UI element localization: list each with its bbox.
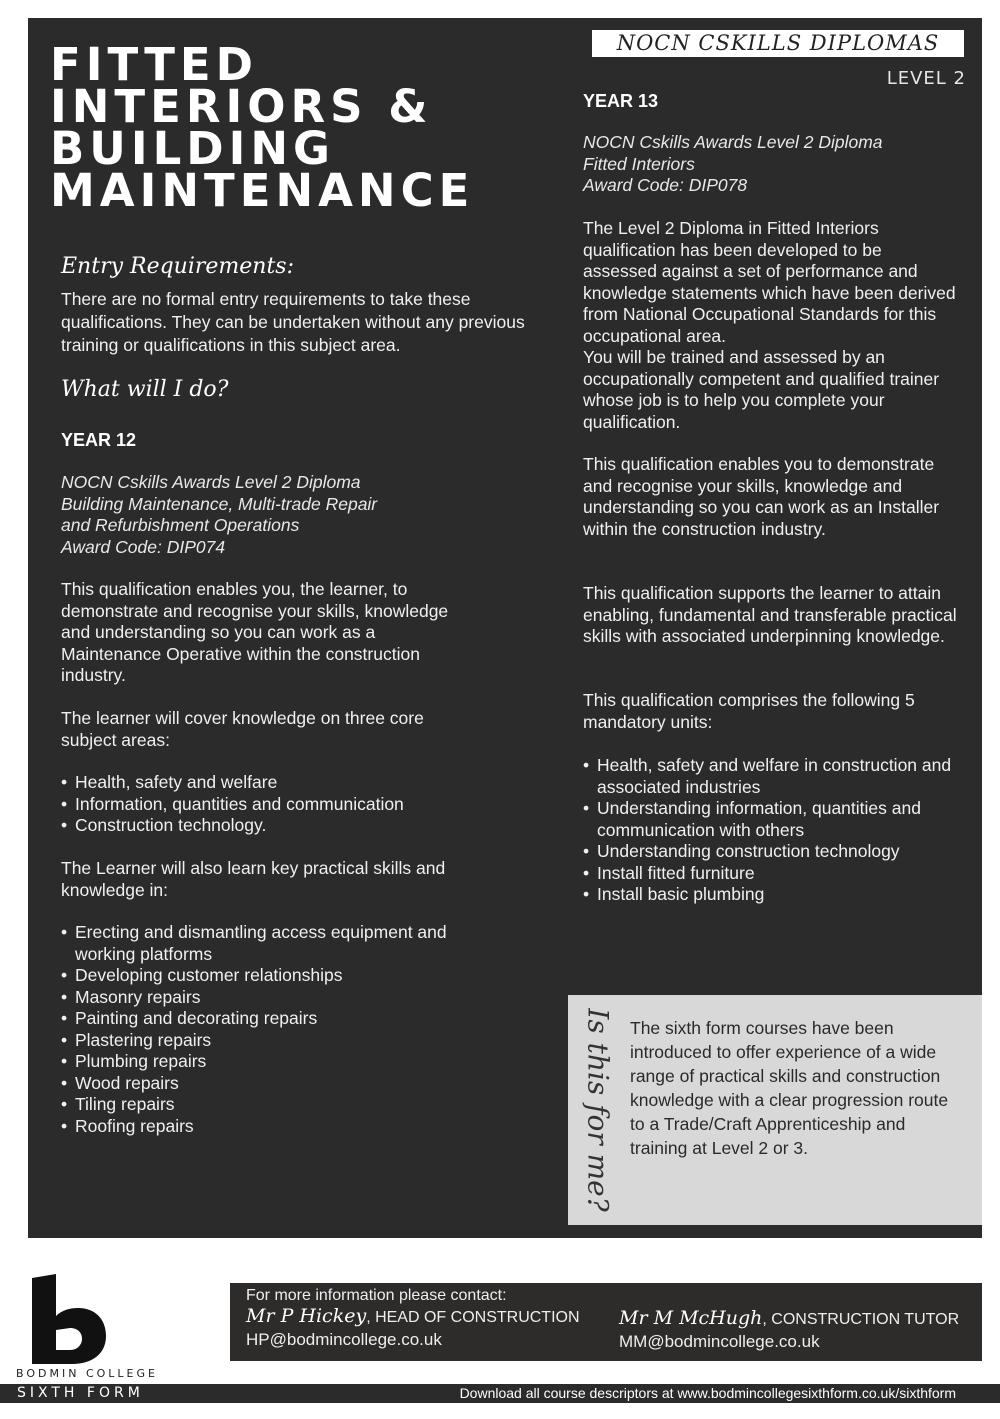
year13-paragraph: This qualification enables you to demonstrate and recognise your skills, knowledge and understanding so you can work as an Installer within the construction industry.	[583, 454, 940, 539]
contact-name: Mr M McHugh	[619, 1307, 763, 1329]
year12-paragraph: This qualification enables you, the learner, to demonstrate and recognise your skills, knowledge and understanding so you can work as a Maintenance Operative within the construction industry.	[61, 579, 449, 685]
list-item: • Erecting and dismantling access equipment and working platforms	[61, 922, 471, 965]
award-line: NOCN Cskills Awards Level 2 Diploma	[61, 472, 361, 492]
download-descriptors-link[interactable]: Download all course descriptors at www.bodmincollegesixthform.co.uk/sixthform	[459, 1385, 956, 1401]
contact-email-link[interactable]: HP@bodmincollege.co.uk	[246, 1330, 442, 1349]
year13-label: YEAR 13	[583, 91, 659, 111]
list-item: • Masonry repairs	[61, 987, 471, 1009]
level-label: LEVEL 2	[886, 68, 966, 89]
contact-name: Mr P Hickey	[246, 1305, 367, 1327]
is-this-for-me-box	[568, 995, 982, 1225]
contact-email-link[interactable]: MM@bodmincollege.co.uk	[619, 1332, 820, 1351]
contact-person-2	[619, 1307, 959, 1329]
year13-paragraph: You will be trained and assessed by an occupationally competent and qualified trainer whose job is to help you complete your qualification.	[583, 347, 940, 432]
sixth-form-label: SIXTH FORM	[17, 1385, 144, 1401]
list-item: • Install fitted furniture	[583, 863, 968, 885]
list-item: • Tiling repairs	[61, 1094, 471, 1116]
core-subjects-list	[61, 772, 501, 837]
callout-heading: Is this for me?	[581, 1008, 615, 1212]
year13-award	[583, 132, 963, 197]
practical-skills-list	[61, 922, 471, 1137]
year13-paragraph: This qualification supports the learner to attain enabling, fundamental and transferable practical skills with associated underpinning knowledge.	[583, 583, 957, 646]
award-line: and Refurbishment Operations	[61, 515, 300, 535]
callout-heading-wrap	[568, 995, 628, 1225]
list-item: • Developing customer relationships	[61, 965, 471, 987]
contact-person-1	[246, 1305, 580, 1327]
page-title	[50, 38, 550, 217]
what-will-i-do-heading: What will I do?	[61, 377, 229, 402]
list-item: • Roofing repairs	[61, 1116, 471, 1138]
list-item: • Install basic plumbing	[583, 884, 968, 906]
list-item: • Information, quantities and communication	[61, 794, 501, 816]
contact-role: , HEAD OF CONSTRUCTION	[366, 1309, 580, 1326]
contact-bar	[230, 1283, 982, 1361]
year12-award	[61, 472, 481, 558]
year13-paragraph: The Level 2 Diploma in Fitted Interiors qualification has been developed to be assessed against a set of performance and knowledge statements which have been derived from National Occupational Standards for this occupational area.	[583, 218, 956, 346]
award-line: Fitted Interiors	[583, 153, 695, 174]
list-item: • Understanding construction technology	[583, 841, 968, 863]
award-line: Building Maintenance, Multi-trade Repair	[61, 493, 378, 514]
list-item: • Plumbing repairs	[61, 1051, 471, 1073]
year12-label: YEAR 12	[61, 430, 137, 450]
entry-requirements-heading: Entry Requirements:	[61, 254, 295, 279]
year12-paragraph: The learner will cover knowledge on three core subject areas:	[61, 708, 424, 750]
title-line: BUILDING	[50, 122, 335, 175]
title-line: MAINTENANCE	[50, 164, 475, 217]
college-name: BODMIN COLLEGE	[16, 1367, 158, 1380]
year13-paragraph: This qualification comprises the following 5 mandatory units:	[583, 690, 915, 732]
list-item: • Understanding information, quantities and communication with others	[583, 798, 968, 841]
title-line: INTERIORS &	[50, 80, 433, 133]
callout-text: The sixth form courses have been introduced to offer experience of a wide range of practical skills and construction knowledge with a clear progression route to a Trade/Craft Apprenticeship and training at Level 2 or 3.	[630, 1018, 949, 1158]
list-item: • Construction technology.	[61, 815, 501, 837]
title-line: FITTED	[50, 38, 259, 91]
year12-paragraph: The Learner will also learn key practical skills and knowledge in:	[61, 858, 446, 900]
award-line: Award Code: DIP074	[61, 536, 226, 557]
contact-role: , CONSTRUCTION TUTOR	[762, 1311, 960, 1328]
list-item: • Wood repairs	[61, 1073, 471, 1095]
list-item: • Health, safety and welfare	[61, 772, 501, 794]
award-line: Award Code: DIP078	[583, 175, 748, 195]
contact-intro: For more information please contact:	[246, 1287, 507, 1304]
entry-requirements-text: There are no formal entry requirements to take these qualifications. They can be undertaken without any previous training or qualifications in this subject area.	[61, 289, 525, 355]
mandatory-units-list	[583, 755, 968, 906]
list-item: • Plastering repairs	[61, 1030, 471, 1052]
diploma-badge: NOCN CSKILLS DIPLOMAS	[592, 30, 964, 57]
award-line: NOCN Cskills Awards Level 2 Diploma	[583, 132, 883, 152]
footer-bar	[0, 1384, 1000, 1403]
bodmin-college-logo	[18, 1272, 148, 1382]
list-item: • Health, safety and welfare in construction and associated industries	[583, 755, 968, 798]
list-item: • Painting and decorating repairs	[61, 1008, 471, 1030]
